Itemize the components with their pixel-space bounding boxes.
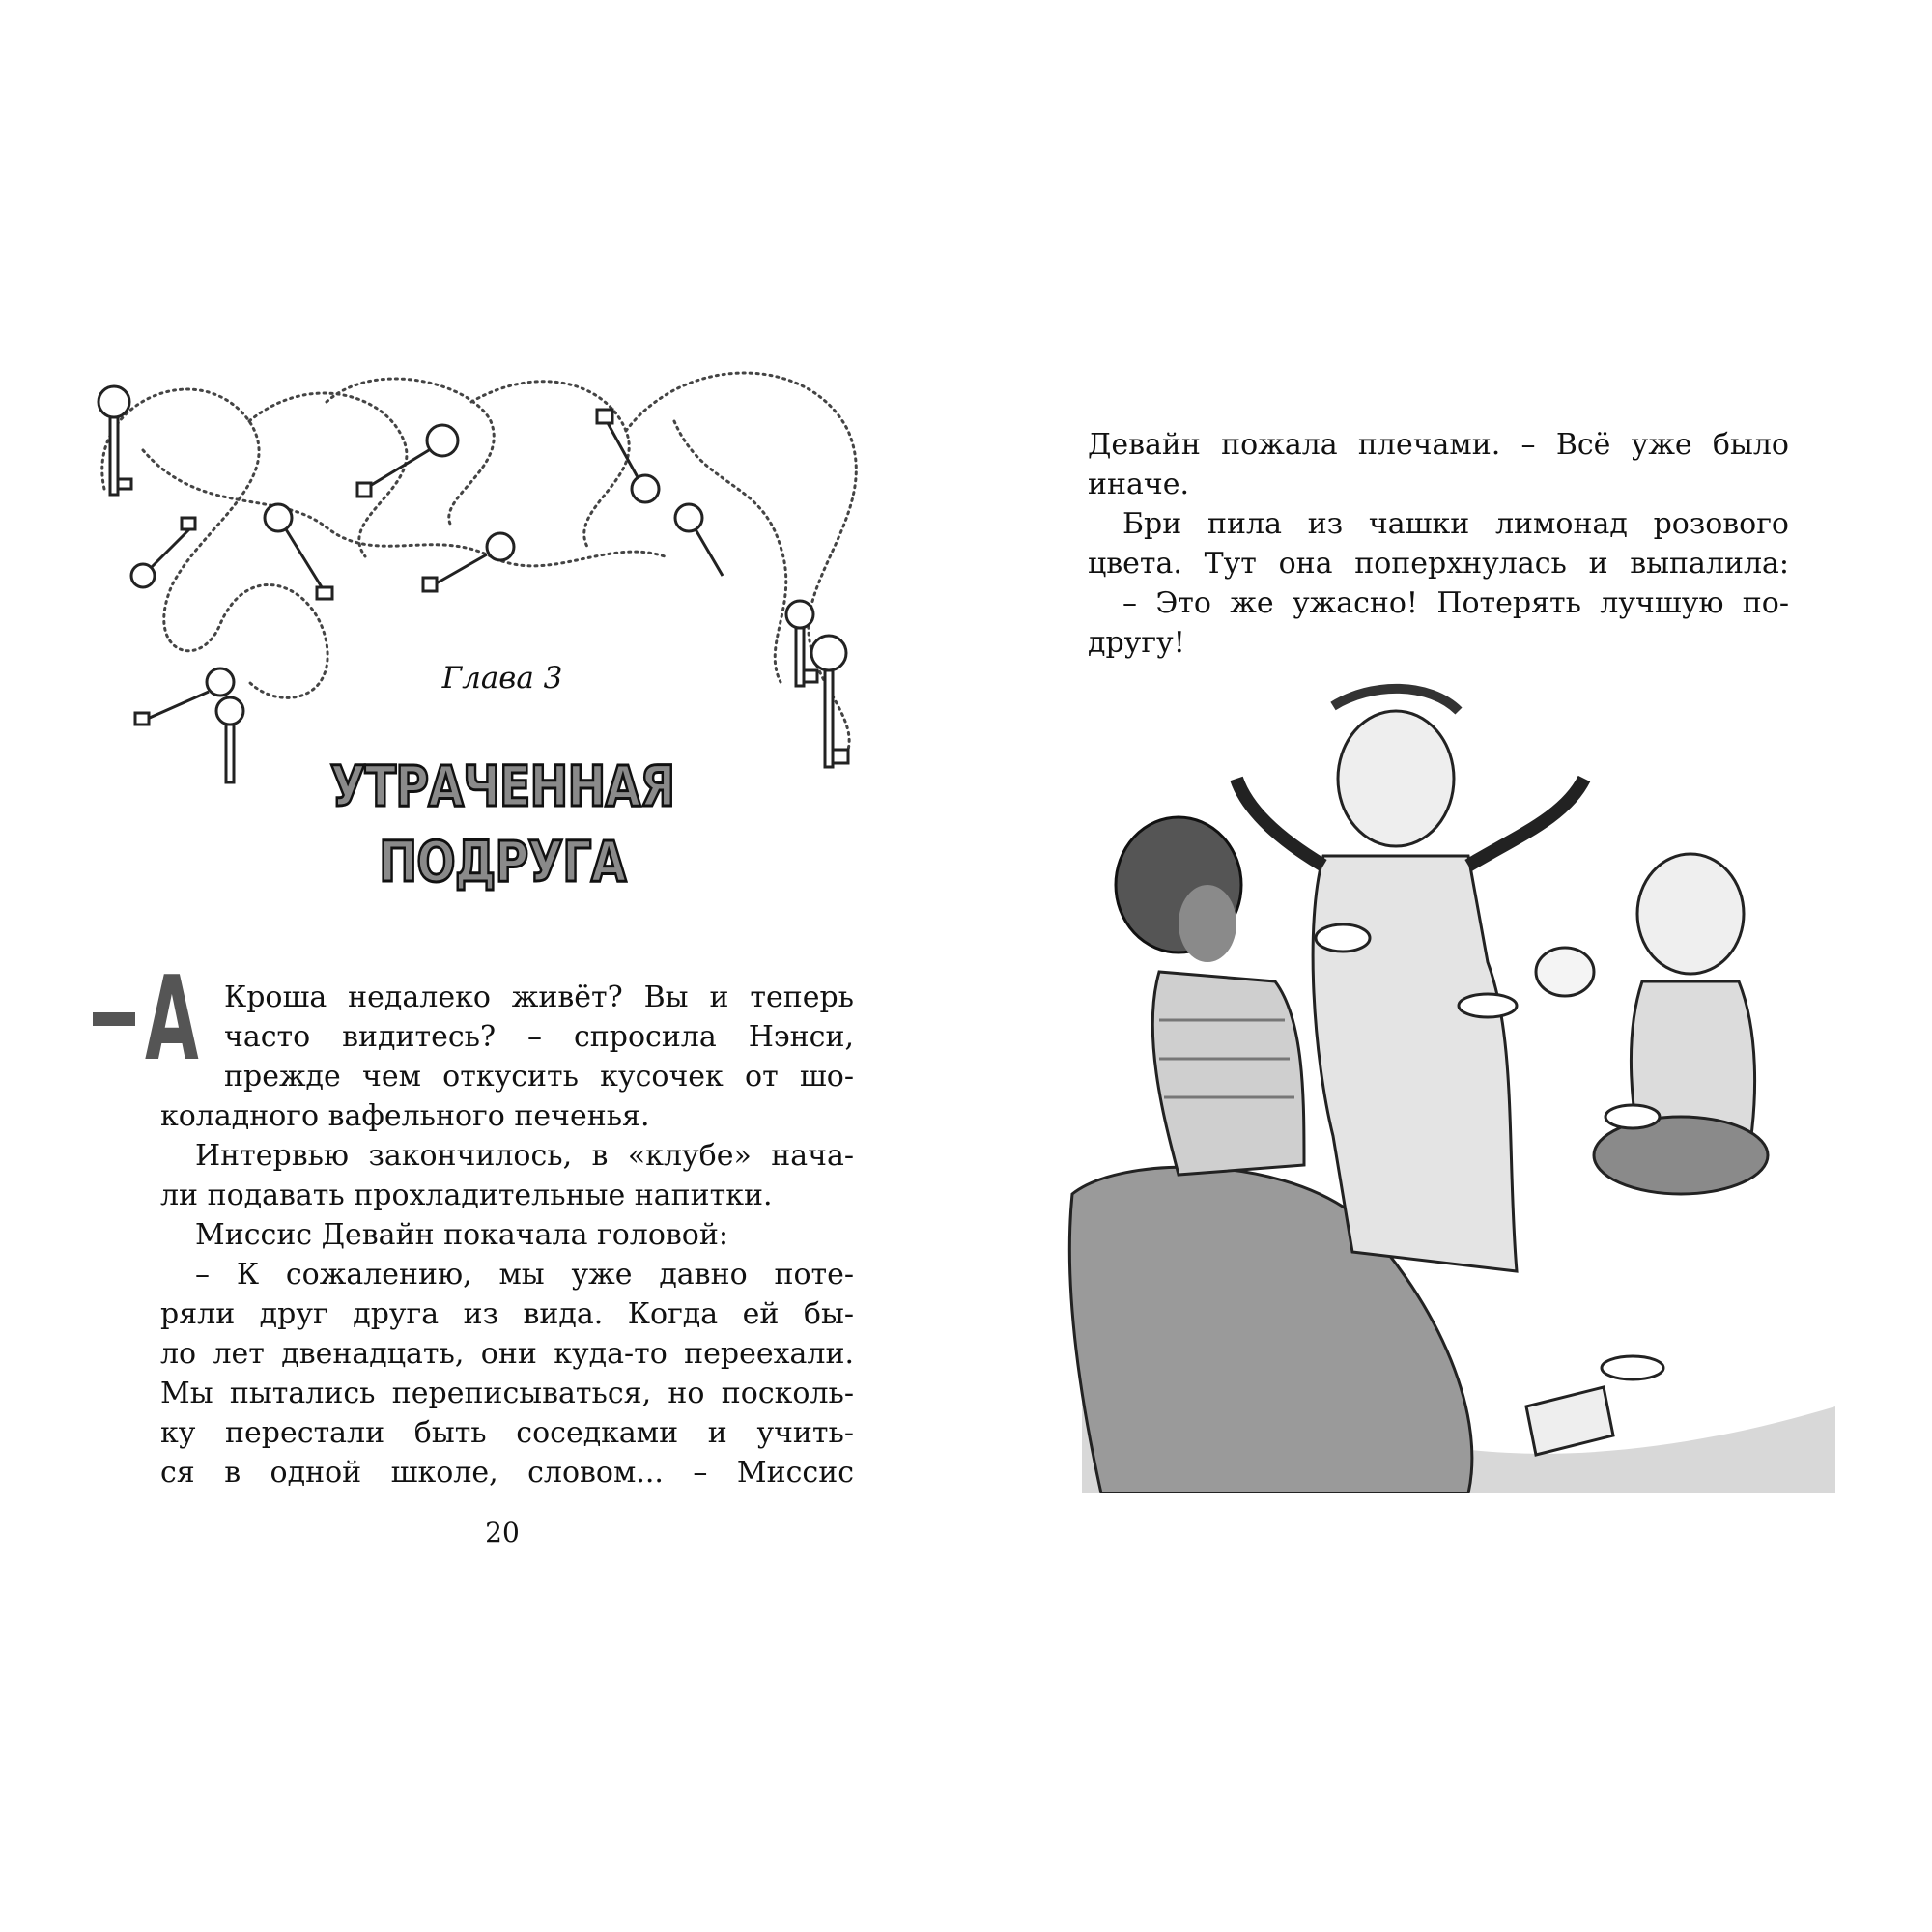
text-line: Миссис Девайн покачала головой:: [195, 1218, 728, 1252]
page-number: 20: [485, 1517, 520, 1548]
text-line: другу!: [1088, 626, 1185, 660]
text-line: Бри пила из чашки лимонад розового: [1122, 507, 1789, 541]
key-icon: [423, 533, 514, 591]
dropcap-letter: А: [145, 952, 199, 1087]
text-line: прежде чем откусить кусочек от шо-: [224, 1060, 854, 1094]
text-line: Интервью закончилось, в «клубе» нача-: [195, 1139, 854, 1173]
key-icon: [786, 601, 817, 686]
chapter-title-line-2: ПОДРУГА: [379, 829, 626, 895]
text-line: ряли друг друга из вида. Когда ей бы-: [160, 1297, 854, 1331]
text-line: ло лет двенадцать, они куда-то переехали.: [160, 1337, 854, 1371]
text-line: коладного вафельного печенья.: [160, 1099, 650, 1133]
key-icon: [357, 425, 458, 497]
text-line: Мы пытались переписываться, но посколь-: [160, 1377, 854, 1410]
key-icon: [811, 636, 848, 767]
chapter-label: Глава 3: [441, 661, 563, 696]
key-icon: [216, 697, 243, 782]
text-line: – Это же ужасно! Потерять лучшую по-: [1122, 586, 1789, 620]
girl-right: [1536, 854, 1768, 1194]
key-icon: [675, 504, 723, 576]
text-line: ся в одной школе, словом... – Миссис: [160, 1456, 854, 1490]
key-icon: [131, 518, 195, 587]
text-line: иначе.: [1088, 468, 1189, 501]
text-line: – К сожалению, мы уже давно поте-: [195, 1258, 854, 1292]
key-icon: [99, 386, 131, 495]
text-line: ку перестали быть соседками и учить-: [160, 1416, 854, 1450]
text-line: цвета. Тут она поперхнулась и выпалила:: [1088, 547, 1789, 581]
dropcap-dash: [93, 1012, 135, 1026]
keys-chain-decoration: [85, 363, 867, 794]
cookie-box: [1526, 1387, 1613, 1455]
text-line: часто видитесь? – спросила Нэнси,: [224, 1020, 854, 1054]
text-line: ли подавать прохладительные напитки.: [160, 1179, 773, 1212]
chapter-title-line-1: УТРАЧЕННАЯ: [329, 753, 675, 819]
text-line: Девайн пожала плечами. – Всё уже было: [1088, 428, 1789, 462]
text-line: Кроша недалеко живёт? Вы и теперь: [224, 980, 854, 1014]
girl-left: [1116, 817, 1304, 1175]
tea-party-illustration: [1063, 672, 1841, 1493]
